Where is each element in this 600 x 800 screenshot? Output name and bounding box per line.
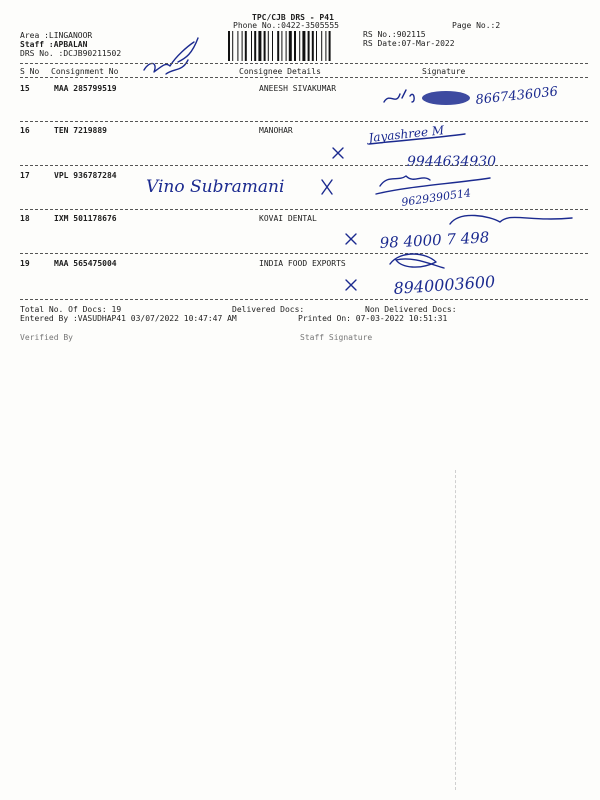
barcode-bar — [264, 31, 266, 61]
row-16-consignee: MANOHAR — [259, 126, 293, 135]
staff-label: Staff :APBALAN — [20, 40, 88, 49]
printed-on: Printed On: 07-03-2022 10:51:31 — [298, 314, 448, 323]
barcode-bar — [232, 31, 233, 61]
row-16-phone-note: 9944634930 — [407, 154, 497, 170]
barcode-bar — [308, 31, 310, 61]
barcode-bar — [289, 31, 292, 61]
barcode-bar — [228, 31, 230, 61]
column-header-signature: Signature — [422, 67, 466, 76]
entered-by: Entered By :VASUDHAP41 03/07/2022 10:47:47 AM — [20, 314, 237, 323]
barcode-bar — [245, 31, 247, 61]
row-18-consignment: IXM 501178676 — [54, 214, 117, 223]
row-18-phone-note: 98 4000 7 498 — [379, 228, 490, 252]
barcode-bar — [242, 31, 243, 61]
row-19-signature — [340, 244, 540, 300]
row-17-name-note: Vino Subramani — [146, 177, 285, 197]
row-17-consignment: VPL 936787284 — [54, 171, 117, 180]
barcode-bar — [254, 31, 256, 61]
barcode-bar — [316, 31, 317, 61]
row-18-sno: 18 — [20, 214, 30, 223]
barcode — [228, 31, 364, 61]
barcode-bar — [312, 31, 314, 61]
page-number: Page No.:2 — [452, 21, 501, 30]
column-header-consignment: Consignment No — [51, 67, 119, 76]
row-19-consignee: INDIA FOOD EXPORTS — [259, 259, 346, 268]
row-19-sno: 19 — [20, 259, 30, 268]
row-18-consignee: KOVAI DENTAL — [259, 214, 317, 223]
header-rule-top — [20, 63, 588, 64]
barcode-bar — [237, 31, 238, 61]
row-17-phone-note: 9629390514 — [400, 186, 472, 209]
drs-number: DRS No. :DCJB90211502 — [20, 49, 122, 58]
delivered-docs: Delivered Docs: — [232, 305, 305, 314]
row-16-rule — [20, 165, 588, 166]
rs-date: RS Date:07-Mar-2022 — [363, 39, 455, 48]
phone-number: Phone No.:0422-3505555 — [233, 21, 339, 30]
barcode-bar — [272, 31, 273, 61]
row-15-sno: 15 — [20, 84, 30, 93]
row-17-name-signature — [140, 168, 340, 204]
row-19-consignment: MAA 565475004 — [54, 259, 117, 268]
row-15-phone-note: 8667436036 — [474, 84, 559, 108]
row-16-consignment: TEN 7219889 — [54, 126, 107, 135]
barcode-bar — [294, 31, 296, 61]
barcode-bar — [286, 31, 287, 61]
row-16-name-note: Jayashree M — [367, 123, 445, 145]
row-16-sno: 16 — [20, 126, 30, 135]
barcode-bar — [329, 31, 331, 61]
barcode-bar — [299, 31, 300, 61]
barcode-bar — [302, 31, 305, 61]
row-17-sno: 17 — [20, 171, 30, 180]
column-header-sno: S No — [20, 67, 40, 76]
area-label: Area :LINGANOOR — [20, 31, 93, 40]
row-19-phone-note: 8940003600 — [392, 271, 496, 298]
staff-scribble-signature — [136, 32, 206, 82]
row-19-rule — [20, 299, 588, 300]
non-delivered-docs: Non Delivered Docs: — [365, 305, 457, 314]
barcode-bar — [277, 31, 279, 61]
sheet-title: TPC/CJB DRS - P41 — [252, 13, 334, 22]
barcode-bar — [281, 31, 282, 61]
total-docs: Total No. Of Docs: 19 — [20, 305, 122, 314]
barcode-bar — [325, 31, 326, 61]
rs-number: RS No.:902115 — [363, 30, 426, 39]
barcode-bar — [321, 31, 322, 61]
row-15-consignee: ANEESH SIVAKUMAR — [259, 84, 337, 93]
row-15-consignment: MAA 285799519 — [54, 84, 117, 93]
barcode-bar — [258, 31, 261, 61]
barcode-bar — [251, 31, 252, 61]
verified-by-label: Verified By — [20, 333, 73, 342]
barcode-bar — [268, 31, 269, 61]
column-header-consignee: Consignee Details — [239, 67, 321, 76]
scan-guide-line — [455, 470, 456, 790]
row-15-signature — [380, 84, 590, 116]
header-rule-bottom — [20, 77, 588, 78]
staff-signature-label: Staff Signature — [300, 333, 373, 342]
